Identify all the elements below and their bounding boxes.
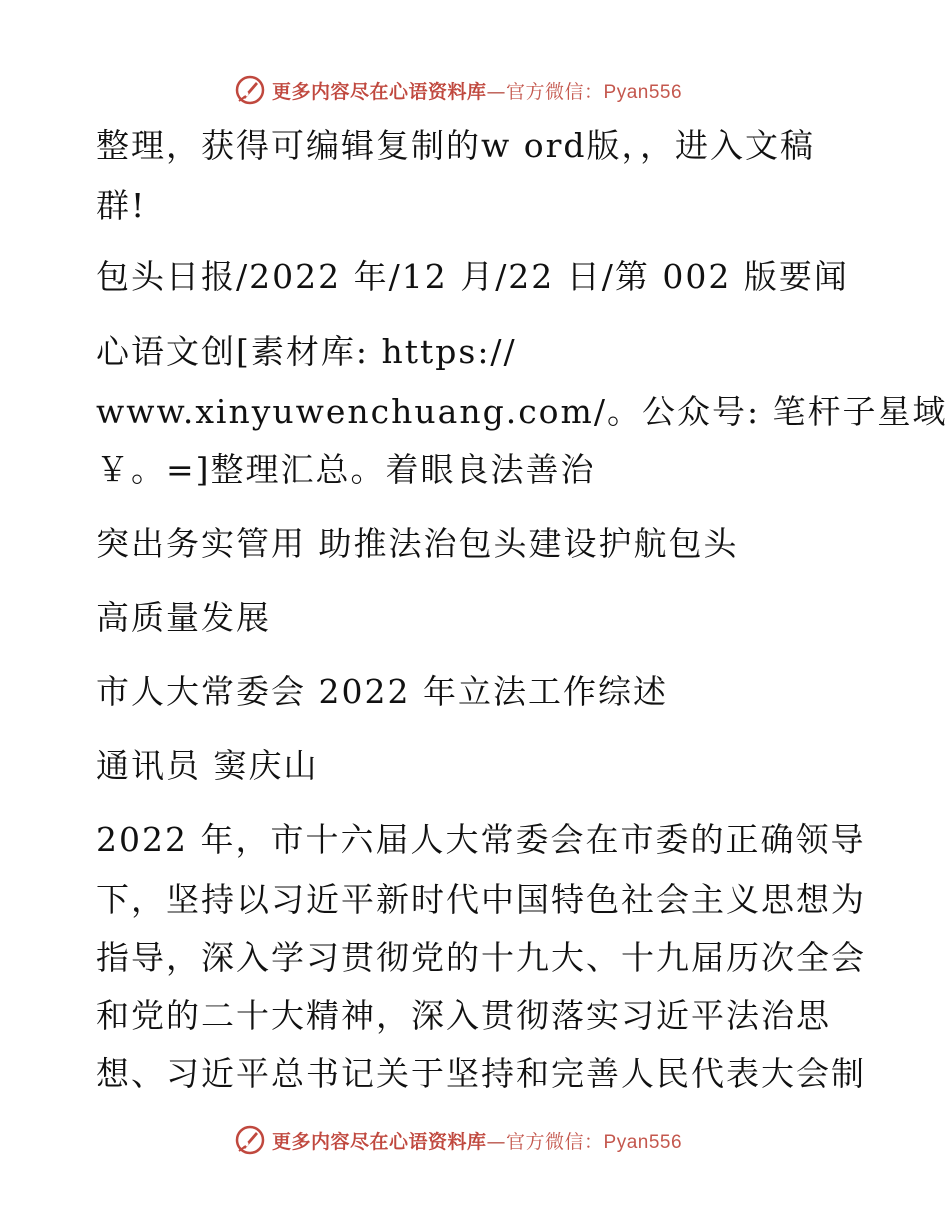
quill-logo-icon [234, 1124, 266, 1156]
text-line: 心语文创[素材库: https:// [96, 332, 517, 371]
text-line: 市人大常委会 2022 年立法工作综述 [96, 672, 668, 711]
watermark-site: 更多内容尽在心语资料库 [272, 80, 487, 103]
watermark-account: 官方微信： [506, 80, 604, 103]
text-line: 包头日报/2022 年/12 月/22 日/第 002 版要闻 [96, 257, 849, 296]
text-line: 高质量发展 [96, 598, 271, 637]
watermark-site: 更多内容尽在心语资料库 [272, 1130, 487, 1153]
text-line: 指导，深入学习贯彻党的十九大、十九届历次全会 [96, 938, 866, 977]
text-line: 2022 年，市十六届人大常委会在市委的正确领导 [96, 820, 866, 859]
text-line: www.xinyuwenchuang.com/。公众号: 笔杆子星域 [96, 392, 948, 431]
header-watermark [234, 70, 682, 110]
watermark-dash: — [486, 1130, 507, 1153]
text-line: 整理，获得可编辑复制的w ord版，，进入文稿 [96, 126, 816, 165]
watermark-text [272, 1127, 682, 1154]
watermark-account: 官方微信： [506, 1130, 604, 1153]
quill-logo-icon [234, 74, 266, 106]
text-line: 通讯员 窦庆山 [96, 746, 319, 785]
text-line: 和党的二十大精神，深入贯彻落实习近平法治思 [96, 996, 831, 1035]
text-line: 想、习近平总书记关于坚持和完善人民代表大会制 [96, 1054, 866, 1093]
watermark-handle: Pyan556 [603, 81, 683, 103]
text-line: 下，坚持以习近平新时代中国特色社会主义思想为 [96, 880, 866, 919]
watermark-handle: Pyan556 [603, 1131, 683, 1153]
footer-watermark [234, 1120, 682, 1160]
text-line: ￥。=]整理汇总。着眼良法善治 [96, 450, 596, 489]
text-line: 群! [96, 186, 147, 225]
text-line: 突出务实管用 助推法治包头建设护航包头 [96, 524, 739, 563]
watermark-dash: — [486, 80, 507, 103]
watermark-text [272, 77, 682, 104]
